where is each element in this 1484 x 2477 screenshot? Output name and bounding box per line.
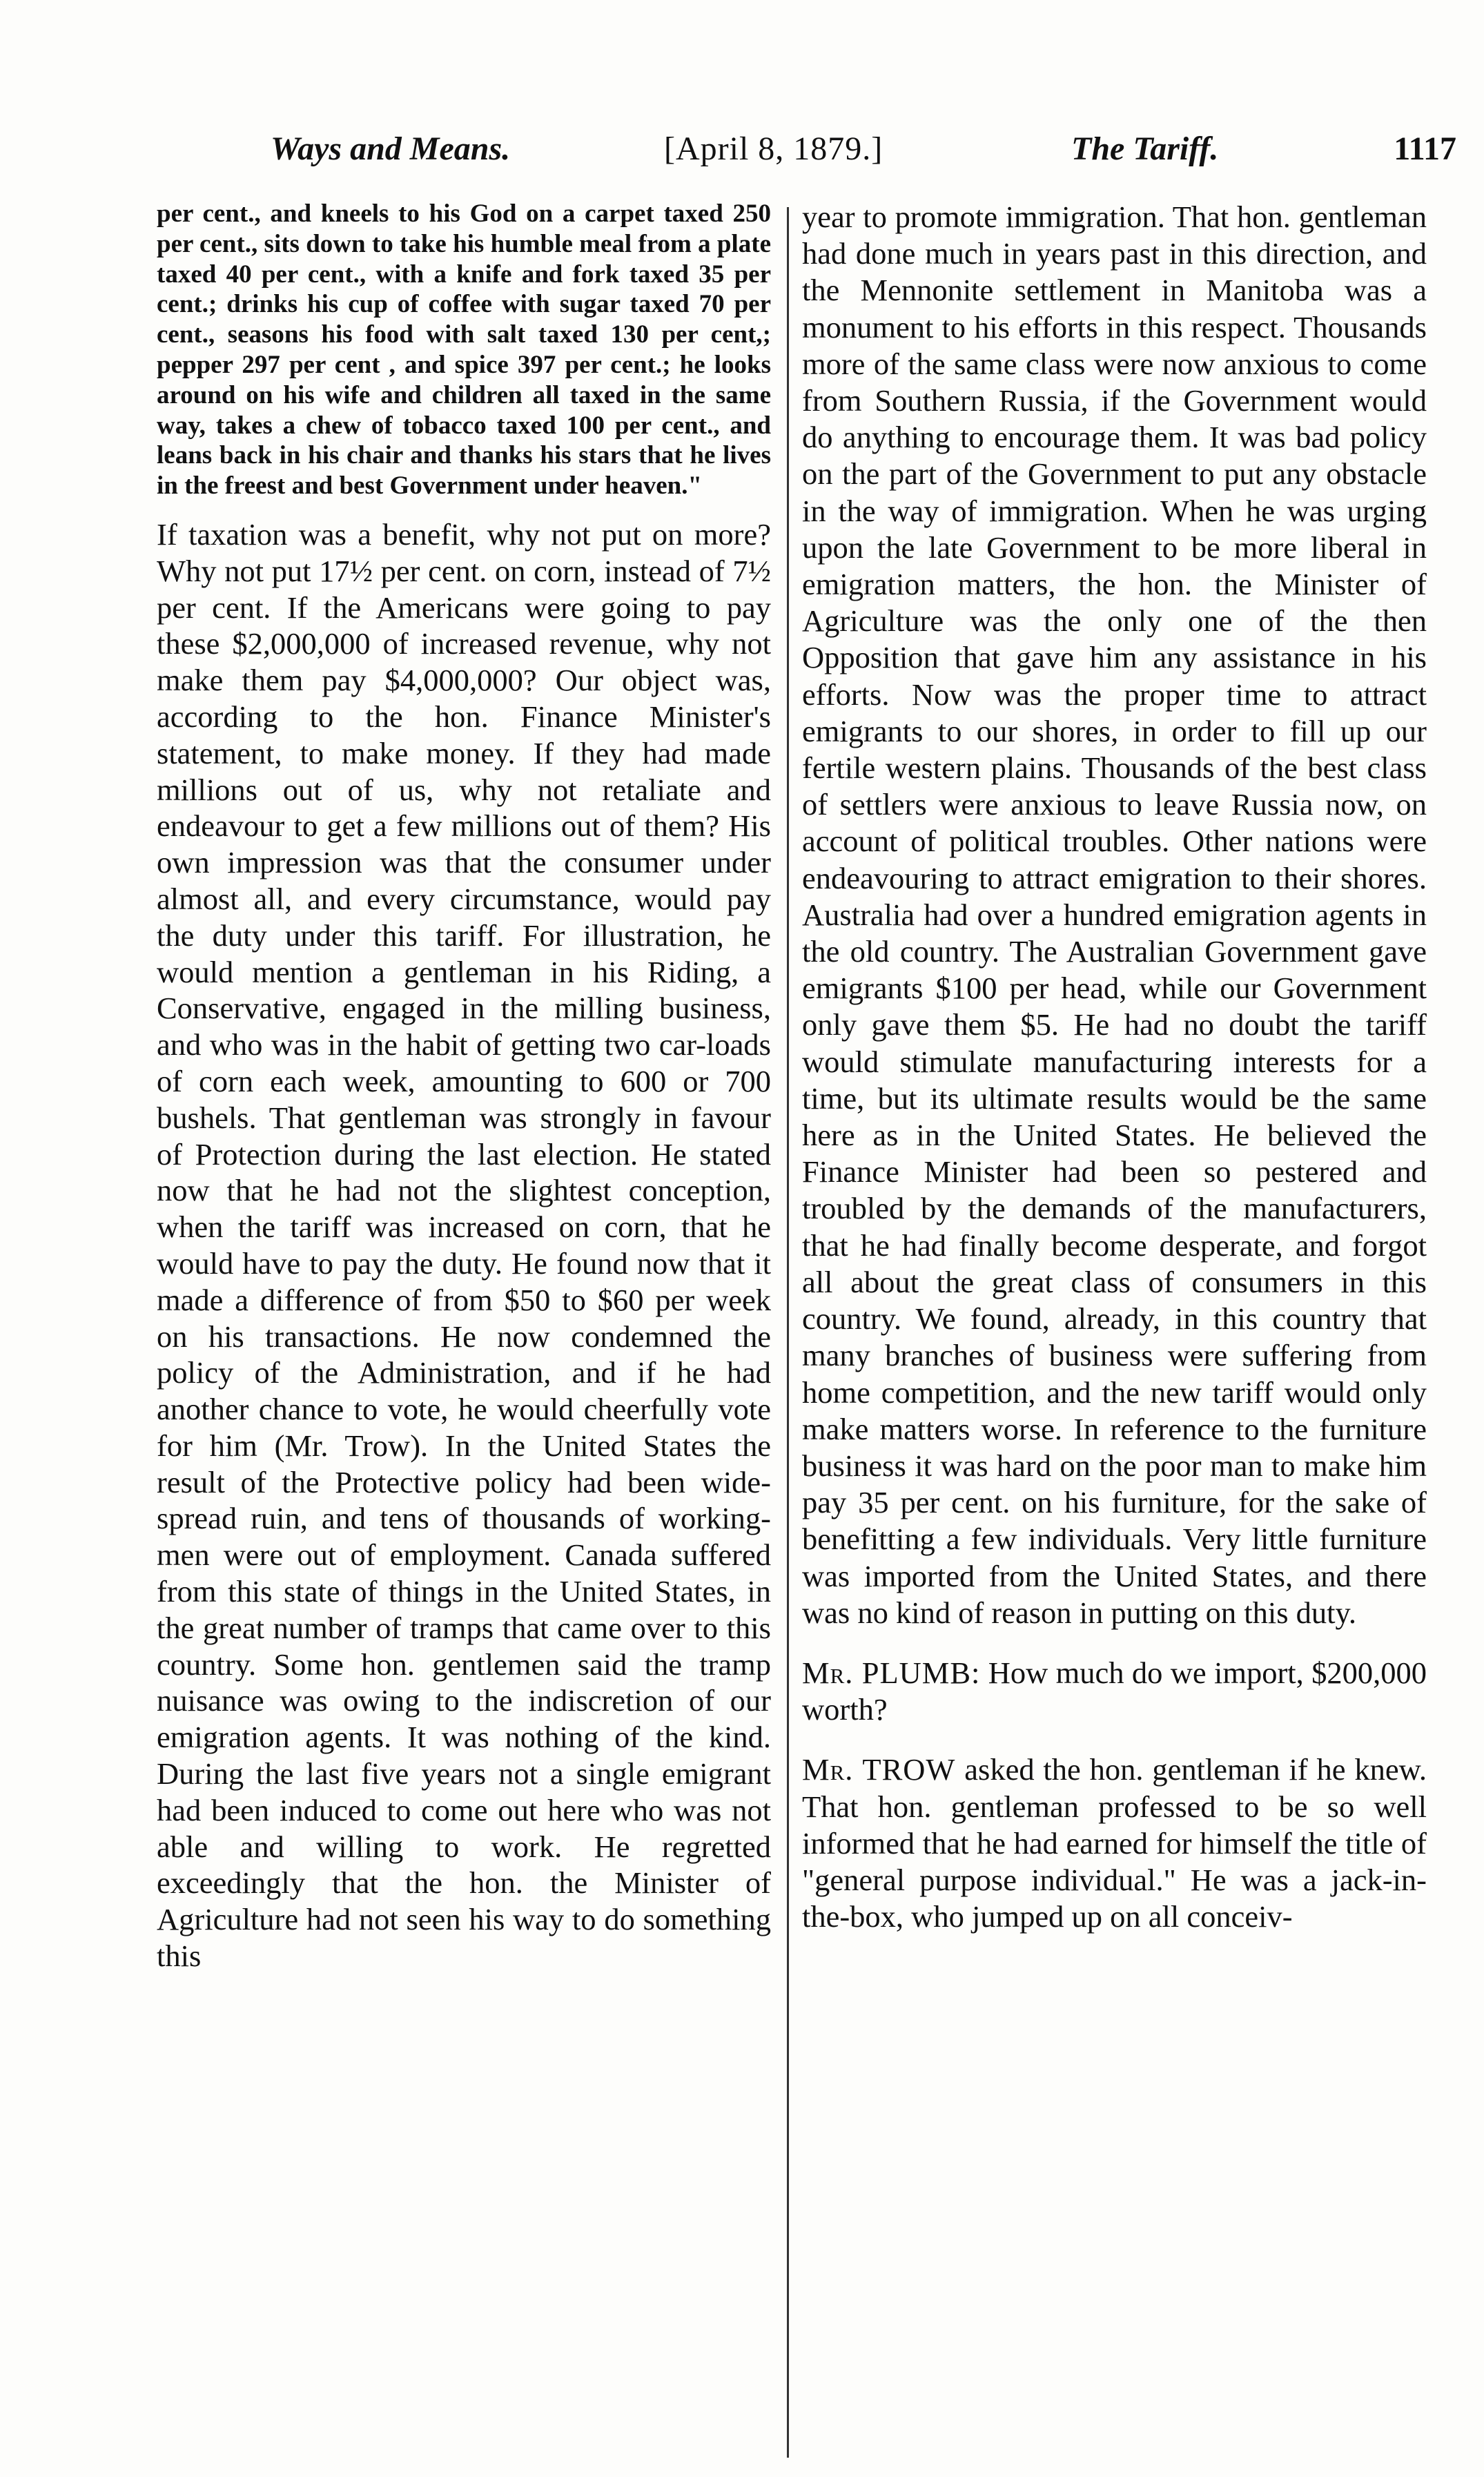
speaker-trow: Mr. TROW	[802, 1752, 956, 1787]
header-topic: The Tariff.	[1071, 130, 1219, 167]
speech-trow-text: asked the hon. gentleman if he knew. That hon. gentleman professed to be so well informed that he had earned for himself the title of "general purpose individual." He was a jack-in-the-box, who jumped up on all conceiv-	[802, 1752, 1427, 1934]
header-section: Ways and Means.	[271, 130, 511, 167]
page-header	[153, 130, 1456, 178]
speech-trow	[802, 1751, 1427, 1935]
speech-plumb-text: How much do we import, $200,000 worth?	[802, 1655, 1427, 1727]
speech-plumb	[802, 1655, 1427, 1728]
page-number: 1117	[1394, 130, 1456, 167]
quoted-passage: per cent., and kneels to his God on a carpet taxed 250 per cent., sits down to take his humble meal from a plate taxed 40 per cent., with a knife and fork taxed 35 per cent.; drinks his cup of coffee with sugar taxed 70 per cent., seasons his food with salt taxed 130 per cent,; pepper 297 per cent , and spice 397 per cent.; he looks around on his wife and children all taxed in the same way, takes a chew of tobacco taxed 100 per cent., and leans back in his chair and thanks his stars that he lives in the freest and best Government under heaven."	[157, 200, 771, 501]
left-column	[157, 199, 771, 1974]
header-date: [April 8, 1879.]	[664, 130, 883, 167]
right-column	[802, 199, 1427, 1935]
column-divider	[787, 207, 789, 2458]
speaker-plumb: Mr. PLUMB:	[802, 1655, 981, 1690]
right-body-text: year to promote immigration. That hon. gentleman had done much in years past in this direction, and the Mennonite settlement in Manitoba was a monument to his efforts in this respect. Thousands more of the same class were now anxious to come from Southern Russia, if the Government would do anything to encourage them. It was bad policy on the part of the Government to put any obstacle in the way of immigration. When he was urging upon the late Government to be more liberal in emigration matters, the hon. the Minister of Agriculture was the only one of the then Opposition that gave him any assistance in his efforts. Now was the proper time to attract emigrants to our shores, in order to fill up our fertile western plains. Thousands of the best class of settlers were anxious to leave Russia now, on account of political troubles. Other nations were endeavouring to attract emigration to their shores. Australia had over a hundred emigration agents in the old country. The Australian Government gave emigrants $100 per head, while our Government only gave them $5. He had no doubt the tariff would stimulate manufacturing interests for a time, but its ultimate results would be the same here as in the United States. He believed the Finance Minister had been so pestered and troubled by the demands of the manufacturers, that he had finally become desperate, and forgot all about the great class of consumers in this country. We found, already, in this country that many branches of business were suffering from home competition, and the new tariff would only make matters worse. In reference to the furniture business it was hard on the poor man to make him pay 35 per cent. on his furniture, for the sake of benefitting a few individuals. Very little furniture was imported from the United States, and there was no kind of reason in putting on this duty.	[802, 200, 1427, 1630]
left-body-text: If taxation was a benefit, why not put on more? Why not put 17½ per cent. on corn, instead of 7½ per cent. If the Americans were going to pay these $2,000,000 of increased revenue, why not make them pay $4,000,000? Our object was, according to the hon. Finance Minister's statement, to make money. If they had made millions out of us, why not retaliate and endeavour to get a few millions out of them? His own impression was that the consumer under almost all, and every circumstance, would pay the duty under this tariff. For illustration, he would mention a gentleman in his Riding, a Conservative, engaged in the milling business, and who was in the habit of getting two car-loads of corn each week, amounting to 600 or 700 bushels. That gentleman was strongly in favour of Protection during the last election. He stated now that he had not the slightest conception, when the tariff was increased on corn, that he would have to pay the duty. He found now that it made a difference of from $50 to $60 per week on his transactions. He now condemned the policy of the Administration, and if he had another chance to vote, he would cheerfully vote for him (Mr. Trow). In the United States the result of the Protective policy had been wide-spread ruin, and tens of thousands of working-men were out of employment. Canada suffered from this state of things in the United States, in the great number of tramps that came over to this country. Some hon. gentlemen said the tramp nuisance was owing to the indiscretion of our emigration agents. It was nothing of the kind. During the last five years not a single emigrant had been induced to come out here who was not able and willing to work. He regretted exceedingly that the hon. the Minister of Agriculture had not seen his way to do something this	[157, 516, 771, 1974]
